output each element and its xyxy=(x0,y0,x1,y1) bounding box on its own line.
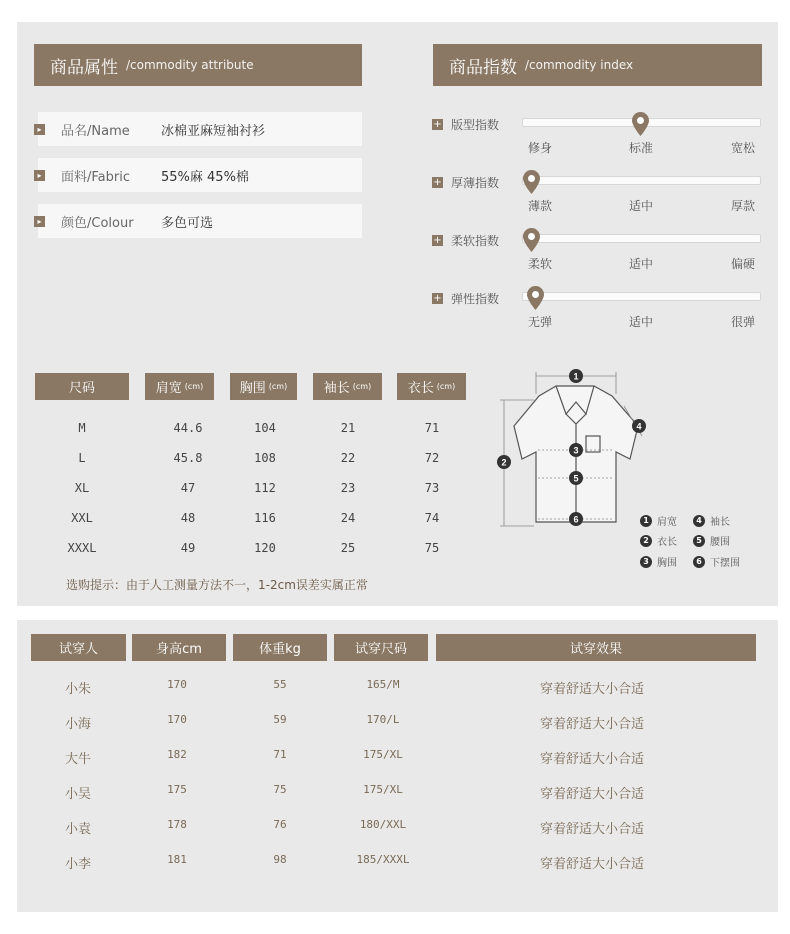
legend-num: 6 xyxy=(693,556,705,568)
plus-icon: + xyxy=(433,177,442,188)
tryon-effect: 穿着舒适大小合适 xyxy=(539,752,644,767)
index-subtitle: /commodity index xyxy=(525,58,634,72)
size-cell: 116 xyxy=(254,511,276,525)
plus-icon: + xyxy=(433,293,442,304)
index-label-text: 版型指数 xyxy=(451,118,500,132)
tryon-header-effect xyxy=(436,634,756,661)
tryon-effect: 穿着舒适大小合适 xyxy=(539,682,644,697)
size-cell: 71 xyxy=(424,421,440,435)
tryon-person: 小朱 xyxy=(64,682,91,697)
tryon-person: 小海 xyxy=(64,717,91,732)
size-cell: 21 xyxy=(340,421,356,435)
size-cell: 49 xyxy=(180,541,196,555)
size-header-chest xyxy=(230,373,297,400)
header-label: 身高cm xyxy=(156,642,202,657)
plus-icon: + xyxy=(433,235,442,246)
size-note: 选购提示：由于人工测量方法不一，1-2cm误差实属正常 xyxy=(66,578,368,592)
tryon-effect: 穿着舒适大小合适 xyxy=(539,857,644,872)
legend-shoulder xyxy=(640,513,677,528)
legend-label: 袖长 xyxy=(710,517,730,528)
legend-chest xyxy=(640,554,677,569)
arrow-icon: ▸ xyxy=(34,216,45,227)
attributes-subtitle: /commodity attribute xyxy=(126,58,254,72)
tryon-size: 165/M xyxy=(366,678,400,691)
tryon-header-size xyxy=(334,634,428,661)
svg-text:2: 2 xyxy=(501,457,507,468)
legend-hem xyxy=(693,554,740,569)
legend-label: 腰围 xyxy=(710,537,730,548)
index-pin-thickness xyxy=(523,170,540,194)
legend-label: 肩宽 xyxy=(657,517,677,528)
tryon-height: 170 xyxy=(167,678,187,691)
size-cell-label: L xyxy=(78,451,86,465)
size-cell: 48 xyxy=(180,511,196,525)
tryon-person: 小吴 xyxy=(64,787,91,802)
attribute-value: 55%麻 45%棉 xyxy=(161,169,249,185)
size-cell: 75 xyxy=(424,541,440,555)
svg-text:5: 5 xyxy=(573,473,579,484)
tryon-weight: 75 xyxy=(273,783,287,796)
tryon-size: 175/XL xyxy=(363,748,403,761)
tick-mid: 适中 xyxy=(629,315,654,329)
index-label-text: 柔软指数 xyxy=(451,234,500,248)
attributes-title: 商品属性 xyxy=(50,57,118,78)
size-cell: 74 xyxy=(424,511,440,525)
tryon-weight: 55 xyxy=(273,678,287,691)
size-header-size xyxy=(35,373,129,400)
shirt-diagram xyxy=(494,364,654,534)
tryon-weight: 76 xyxy=(273,818,287,831)
size-cell: 23 xyxy=(340,481,356,495)
tryon-size: 185/XXXL xyxy=(356,853,410,866)
svg-text:6: 6 xyxy=(573,514,579,525)
legend-num: 1 xyxy=(640,515,652,527)
size-cell: 47 xyxy=(180,481,196,495)
size-header-length xyxy=(397,373,466,400)
tryon-size: 170/L xyxy=(366,713,400,726)
marker-2 xyxy=(497,455,511,469)
index-label-fit xyxy=(432,116,499,133)
header-unit: (cm) xyxy=(352,382,372,391)
index-title: 商品指数 xyxy=(449,57,517,78)
tick-high: 厚款 xyxy=(731,199,756,213)
attribute-row-fabric xyxy=(38,158,362,192)
tick-low: 薄款 xyxy=(528,199,553,213)
svg-text:4: 4 xyxy=(636,421,642,432)
size-cell: 22 xyxy=(340,451,356,465)
marker-3 xyxy=(569,443,583,457)
attribute-key: 面料/Fabric xyxy=(61,169,130,185)
attribute-row-colour xyxy=(38,204,362,238)
legend-num: 2 xyxy=(640,535,652,547)
attribute-value: 多色可选 xyxy=(161,215,214,231)
size-cell: 112 xyxy=(254,481,276,495)
tryon-effect: 穿着舒适大小合适 xyxy=(539,822,644,837)
header-label: 衣长 xyxy=(407,381,434,396)
size-cell: 73 xyxy=(424,481,440,495)
size-cell: 72 xyxy=(424,451,440,465)
size-cell: 45.8 xyxy=(173,451,203,465)
legend-label: 衣长 xyxy=(657,537,677,548)
legend-label: 下摆围 xyxy=(710,558,740,569)
attribute-row-name xyxy=(38,112,362,146)
tryon-height: 182 xyxy=(167,748,187,761)
size-header-sleeve xyxy=(313,373,382,400)
legend-sleeve xyxy=(693,513,730,528)
index-label-softness xyxy=(432,232,499,249)
tick-mid: 适中 xyxy=(629,257,654,271)
plus-icon: + xyxy=(433,119,442,130)
tryon-effect: 穿着舒适大小合适 xyxy=(539,717,644,732)
legend-length xyxy=(640,533,677,548)
attribute-value: 冰棉亚麻短袖衬衫 xyxy=(161,123,266,139)
tryon-height: 170 xyxy=(167,713,187,726)
legend-label: 胸围 xyxy=(657,558,677,569)
tryon-weight: 71 xyxy=(273,748,287,761)
size-cell: 108 xyxy=(254,451,276,465)
size-cell: 120 xyxy=(254,541,276,555)
tryon-height: 178 xyxy=(167,818,187,831)
index-track-elasticity xyxy=(522,292,761,301)
svg-text:3: 3 xyxy=(573,445,579,456)
tick-high: 宽松 xyxy=(731,141,756,155)
tryon-effect: 穿着舒适大小合适 xyxy=(539,787,644,802)
tryon-size: 180/XXL xyxy=(359,818,407,831)
marker-4 xyxy=(632,419,646,433)
legend-num: 3 xyxy=(640,556,652,568)
index-pin-fit xyxy=(632,112,649,136)
tick-low: 无弹 xyxy=(528,315,553,329)
legend-num: 4 xyxy=(693,515,705,527)
index-header xyxy=(433,44,762,86)
attributes-header xyxy=(34,44,362,86)
legend-waist xyxy=(693,533,730,548)
size-cell-label: XL xyxy=(74,481,90,495)
tryon-height: 175 xyxy=(167,783,187,796)
tick-low: 柔软 xyxy=(528,257,553,271)
size-cell-label: XXL xyxy=(71,511,93,525)
tick-low: 修身 xyxy=(528,141,553,155)
header-label: 试穿人 xyxy=(58,642,98,657)
marker-6 xyxy=(569,512,583,526)
header-label: 体重kg xyxy=(259,642,301,657)
tryon-height: 181 xyxy=(167,853,187,866)
header-label: 袖长 xyxy=(323,381,350,396)
index-label-elasticity xyxy=(432,290,499,307)
header-unit: (cm) xyxy=(436,382,456,391)
arrow-icon: ▸ xyxy=(34,124,45,135)
tick-mid: 适中 xyxy=(629,199,654,213)
tick-high: 很弹 xyxy=(731,315,756,329)
size-cell: 25 xyxy=(340,541,356,555)
header-label: 尺码 xyxy=(68,381,95,396)
index-track-softness xyxy=(522,234,761,243)
tryon-weight: 98 xyxy=(273,853,287,866)
tryon-header-weight xyxy=(233,634,327,661)
tryon-person: 大牛 xyxy=(64,752,91,767)
svg-text:1: 1 xyxy=(573,371,579,382)
size-cell: 104 xyxy=(254,421,276,435)
tryon-size: 175/XL xyxy=(363,783,403,796)
header-unit: (cm) xyxy=(184,382,204,391)
tryon-person: 小李 xyxy=(64,857,91,872)
tryon-person: 小袁 xyxy=(64,822,91,837)
tick-high: 偏硬 xyxy=(731,257,756,271)
size-cell-label: M xyxy=(78,421,86,435)
header-label: 肩宽 xyxy=(155,381,182,396)
tick-mid: 标准 xyxy=(629,141,654,155)
tryon-weight: 59 xyxy=(273,713,287,726)
header-label: 胸围 xyxy=(239,381,266,396)
index-label-text: 厚薄指数 xyxy=(451,176,500,190)
marker-1 xyxy=(569,369,583,383)
index-label-text: 弹性指数 xyxy=(451,292,500,306)
index-pin-elasticity xyxy=(527,286,544,310)
size-cell: 24 xyxy=(340,511,356,525)
tryon-header-person xyxy=(31,634,126,661)
arrow-icon: ▸ xyxy=(34,170,45,181)
size-header-shoulder xyxy=(145,373,214,400)
size-cell: 44.6 xyxy=(173,421,203,435)
index-pin-softness xyxy=(523,228,540,252)
index-track-thickness xyxy=(522,176,761,185)
marker-5 xyxy=(569,471,583,485)
header-unit: (cm) xyxy=(268,382,288,391)
attribute-key: 品名/Name xyxy=(61,123,130,139)
legend-num: 5 xyxy=(693,535,705,547)
header-label: 试穿尺码 xyxy=(354,642,407,657)
header-label: 试穿效果 xyxy=(569,642,622,657)
attribute-key: 颜色/Colour xyxy=(61,215,134,231)
index-label-thickness xyxy=(432,174,499,191)
tryon-header-height xyxy=(132,634,226,661)
size-cell-label: XXXL xyxy=(67,541,97,555)
